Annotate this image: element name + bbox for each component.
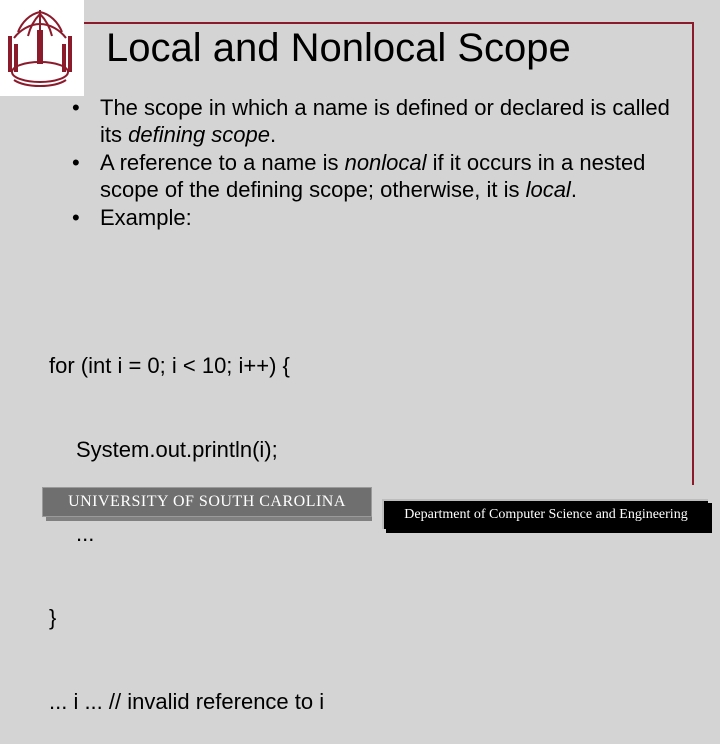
bullet-marker: •	[72, 205, 80, 230]
bullet-text: .	[570, 177, 577, 202]
code-line: }	[49, 605, 57, 630]
bullet-marker: •	[72, 95, 80, 120]
footer-university-label: UNIVERSITY OF SOUTH CAROLINA	[42, 487, 372, 517]
code-line: System.out.println(i);	[76, 437, 278, 462]
bullet-list	[72, 94, 672, 232]
bullet-item	[72, 94, 672, 148]
bullet-item	[72, 149, 672, 203]
bullet-text: A reference to a name is	[100, 150, 345, 175]
code-line: for (int i = 0; i < 10; i++) {	[49, 353, 290, 378]
usc-palmetto-seal-icon	[0, 0, 84, 96]
footer-department-banner	[386, 503, 712, 533]
bullet-text: if it occurs in a nested scope of the defining scope; otherwise, it is	[100, 150, 646, 202]
bullet-item	[72, 204, 672, 231]
code-line: ... i ... // invalid reference to i	[49, 689, 325, 714]
code-line: ...	[76, 521, 95, 546]
term-nonlocal: nonlocal	[344, 150, 427, 175]
term-local: local	[525, 177, 571, 202]
term-defining-scope: defining scope	[128, 122, 271, 147]
footer-university-banner	[46, 491, 372, 521]
bullet-marker: •	[72, 150, 80, 175]
slide-title: Local and Nonlocal Scope	[106, 26, 571, 70]
bullet-text: The scope in which a name is defined or declared is called its	[100, 95, 670, 147]
logo	[0, 0, 84, 96]
bullet-text: .	[270, 122, 277, 147]
bullet-text: Example:	[100, 205, 192, 230]
footer-department-label: Department of Computer Science and Engineering	[382, 499, 708, 529]
